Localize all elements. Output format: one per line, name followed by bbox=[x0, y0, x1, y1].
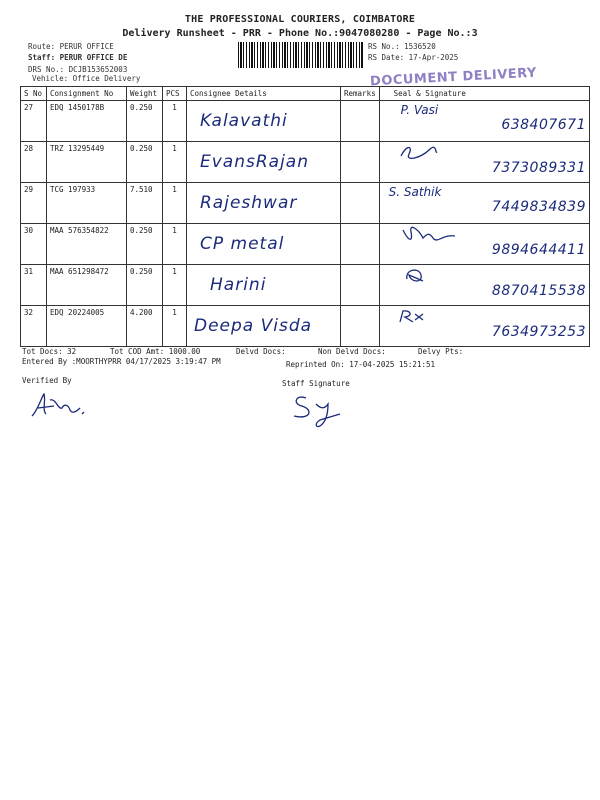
cell-remarks bbox=[341, 142, 380, 183]
cell-sno: 27 bbox=[21, 101, 47, 142]
receiver-phone: 8870415538 bbox=[491, 283, 586, 299]
cell-sno: 31 bbox=[21, 265, 47, 306]
cell-remarks bbox=[341, 101, 380, 142]
table-row bbox=[21, 142, 590, 183]
cell-sno: 28 bbox=[21, 142, 47, 183]
cell-remarks bbox=[341, 306, 380, 347]
cell-pcs: 1 bbox=[163, 306, 187, 347]
col-header-weight: Weight bbox=[127, 87, 163, 101]
non-delivered-docs: Non Delvd Docs: bbox=[318, 347, 386, 356]
route-label: Route: PERUR OFFICE bbox=[28, 42, 114, 51]
cell-sno: 30 bbox=[21, 224, 47, 265]
receiver-phone: 7373089331 bbox=[491, 160, 586, 176]
table-header-row bbox=[21, 87, 590, 101]
cell-pcs: 1 bbox=[163, 224, 187, 265]
consignee-name: Harini bbox=[210, 275, 267, 295]
vehicle-label: Vehicle: Office Delivery bbox=[32, 74, 141, 83]
cell-weight: 4.200 bbox=[127, 306, 163, 347]
col-header-sno: S No bbox=[21, 87, 47, 101]
cell-weight: 0.250 bbox=[127, 101, 163, 142]
cell-weight: 0.250 bbox=[127, 265, 163, 306]
page-title: THE PROFESSIONAL COURIERS, COIMBATORE bbox=[184, 14, 416, 25]
cell-consignment: EDQ 1450178B bbox=[47, 101, 127, 142]
delivered-docs: Delvd Docs: bbox=[236, 347, 286, 356]
total-cod-amount: Tot COD Amt: 1000.00 bbox=[110, 347, 201, 356]
table-row bbox=[21, 183, 590, 224]
receiver-phone: 9894644411 bbox=[491, 242, 586, 258]
cell-pcs: 1 bbox=[163, 183, 187, 224]
rs-number: RS No.: 1536520 bbox=[368, 42, 436, 51]
verified-by-label: Verified By bbox=[22, 376, 72, 385]
staff-signature-label: Staff Signature bbox=[282, 379, 350, 388]
signature-scribble bbox=[399, 144, 439, 160]
cell-consignment: TRZ 13295449 bbox=[47, 142, 127, 183]
table-row bbox=[21, 101, 590, 142]
cell-weight: 7.510 bbox=[127, 183, 163, 224]
delivery-points: Delvy Pts: bbox=[418, 347, 464, 356]
cell-remarks bbox=[341, 265, 380, 306]
cell-pcs: 1 bbox=[163, 142, 187, 183]
page-subtitle: Delivery Runsheet - PRR - Phone No.:9047080280 - Page No.:3 bbox=[122, 28, 478, 39]
cell-weight: 0.250 bbox=[127, 142, 163, 183]
consignee-name: Deepa Visda bbox=[194, 316, 313, 336]
staff-label: Staff: PERUR OFFICE DE bbox=[28, 53, 128, 62]
col-header-remarks: Remarks bbox=[341, 87, 380, 101]
runsheet-table bbox=[20, 86, 590, 347]
cell-consignment: MAA 576354822 bbox=[47, 224, 127, 265]
document-delivery-stamp: DOCUMENT DELIVERY bbox=[369, 65, 538, 90]
col-header-signature: Seal & Signature bbox=[379, 87, 589, 101]
receiver-phone: 7449834839 bbox=[491, 199, 586, 215]
consignee-name: EvansRajan bbox=[200, 152, 309, 172]
table-row bbox=[21, 306, 590, 347]
total-docs: Tot Docs: 32 bbox=[22, 347, 77, 356]
receiver-signature: S. Sathik bbox=[388, 185, 442, 199]
receiver-phone: 7634973253 bbox=[491, 324, 586, 340]
table-row bbox=[21, 265, 590, 306]
cell-sno: 29 bbox=[21, 183, 47, 224]
col-header-consignee: Consignee Details bbox=[187, 87, 341, 101]
cell-pcs: 1 bbox=[163, 101, 187, 142]
table-row bbox=[21, 224, 590, 265]
staff-signature bbox=[286, 392, 350, 430]
cell-pcs: 1 bbox=[163, 265, 187, 306]
drs-number: DRS No.: DCJB153652003 bbox=[28, 65, 128, 74]
col-header-consignment: Consignment No bbox=[47, 87, 127, 101]
cell-sno: 32 bbox=[21, 306, 47, 347]
signature-scribble bbox=[403, 267, 427, 283]
rs-date: RS Date: 17-Apr-2025 bbox=[368, 53, 459, 62]
cell-remarks bbox=[341, 224, 380, 265]
signature-scribble bbox=[399, 226, 459, 242]
barcode-image bbox=[238, 42, 364, 68]
col-header-pcs: PCS bbox=[163, 87, 187, 101]
consignee-name: CP metal bbox=[200, 234, 285, 254]
reprinted-on: Reprinted On: 17-04-2025 15:21:51 bbox=[286, 360, 436, 369]
receiver-phone: 638407671 bbox=[501, 117, 586, 133]
consignee-name: Rajeshwar bbox=[200, 193, 298, 213]
cell-remarks bbox=[341, 183, 380, 224]
cell-consignment: MAA 651298472 bbox=[47, 265, 127, 306]
entered-by: Entered By :MOORTHYPRR 04/17/2025 3:19:47 PM bbox=[22, 357, 221, 366]
consignee-name: Kalavathi bbox=[200, 111, 288, 131]
cell-weight: 0.250 bbox=[127, 224, 163, 265]
cell-consignment: TCG 197933 bbox=[47, 183, 127, 224]
cell-consignment: EDQ 20224005 bbox=[47, 306, 127, 347]
receiver-signature: P. Vasi bbox=[400, 103, 439, 117]
verifier-signature bbox=[28, 388, 92, 422]
signature-scribble bbox=[397, 308, 427, 324]
